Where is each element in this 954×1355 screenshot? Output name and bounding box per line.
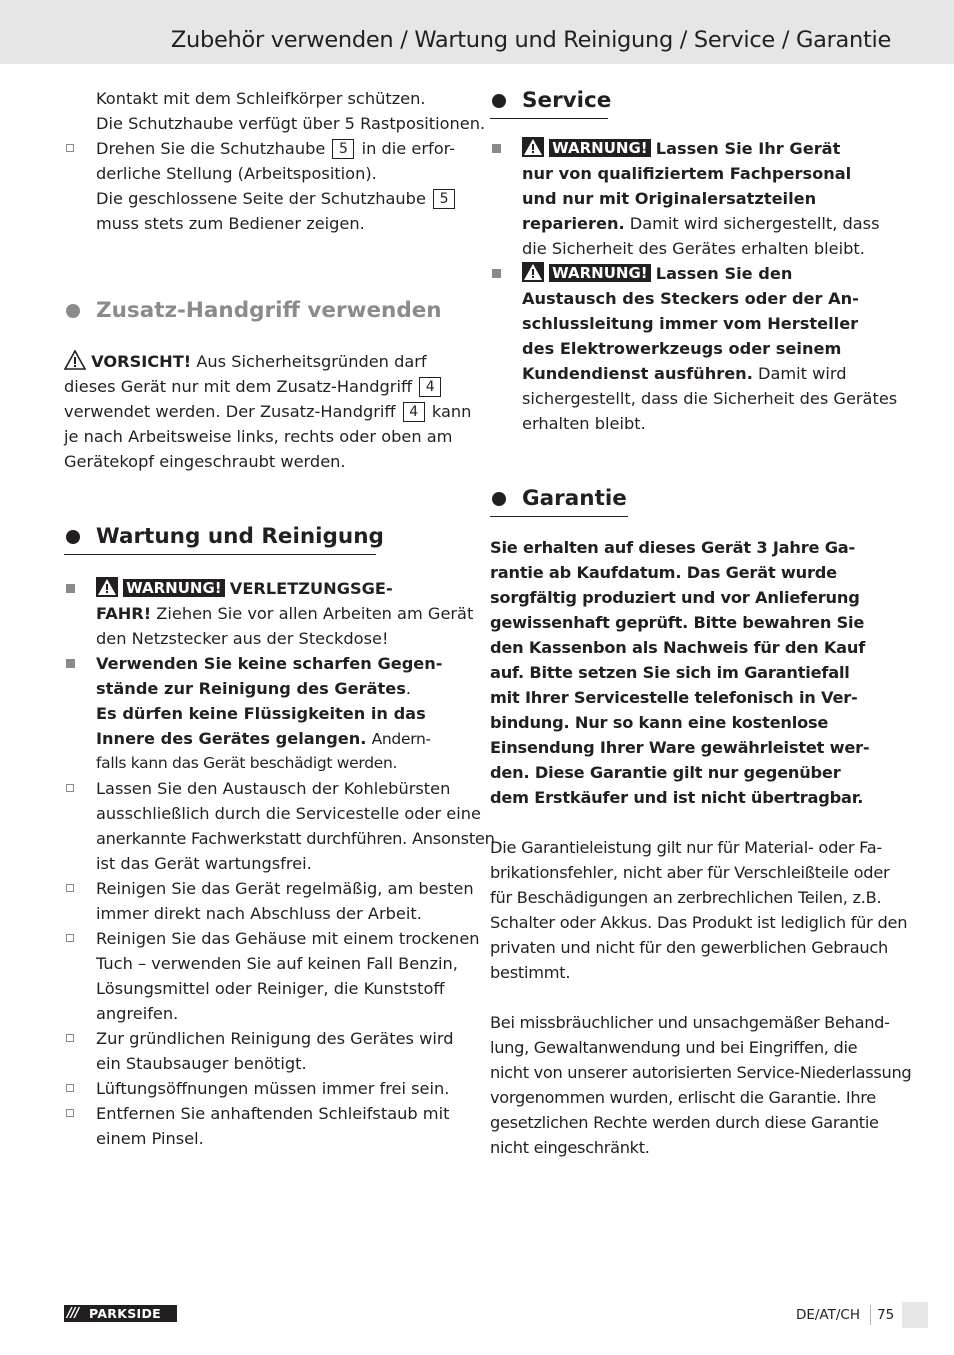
garantie-paragraph-2 xyxy=(490,835,908,985)
text-line: Die geschlossene Seite der Schutzhaube 5 xyxy=(64,186,464,211)
text-line: rantie ab Kaufdatum. Das Gerät wurde xyxy=(490,563,837,582)
text-line: auf. Bitte setzen Sie sich im Garantiefall xyxy=(490,663,850,682)
text-line: angreifen. xyxy=(96,1004,179,1023)
text-line: ausschließlich durch die Servicestelle oder eine xyxy=(96,804,481,823)
text-line: gewissenhaft geprüft. Bitte bewahren Sie xyxy=(490,613,865,632)
region-code: DE/AT/CH xyxy=(795,1307,860,1323)
warning-item: Verwenden Sie keine scharfen Gegen- xyxy=(64,651,464,676)
checkbox-bullet-icon xyxy=(66,144,74,152)
text-line: ein Staubsauger benötigt. xyxy=(96,1054,307,1073)
logo-text: PARKSIDE xyxy=(89,1306,161,1321)
text-line: muss stets zum Bediener zeigen. xyxy=(96,214,365,233)
bullet-dot-icon xyxy=(66,304,80,318)
warning-triangle-icon xyxy=(522,262,544,282)
text-line: mit Ihrer Servicestelle telefonisch in Ver- xyxy=(490,688,858,707)
section-heading-garantie: Garantie xyxy=(490,484,890,514)
text-line: für Beschädigungen an zerbrechlichen Teilen, z.B. xyxy=(490,888,882,907)
text-line: Einsendung Ihrer Ware gewährleistet wer- xyxy=(490,738,870,757)
text-line: dem Erstkäufer und ist nicht übertragbar. xyxy=(490,788,864,807)
text-line: derliche Stellung (Arbeitsposition). xyxy=(96,164,377,183)
list-item: Reinigen Sie das Gerät regelmäßig, am besten xyxy=(64,876,464,901)
garantie-bold-paragraph xyxy=(490,535,890,810)
part-reference: 5 xyxy=(433,189,455,209)
text-line: Kontakt mit dem Schleifkörper schützen. xyxy=(96,89,426,108)
garantie-paragraph-3 xyxy=(490,1010,912,1160)
section-heading-service: Service xyxy=(490,86,890,116)
text-line: falls kann das Gerät beschädigt werden. xyxy=(96,754,398,772)
text-line: erhalten bleibt. xyxy=(522,414,646,433)
text-line: brikationsfehler, nicht aber für Verschleißteile oder xyxy=(490,863,890,882)
text-line: sorgfältig produziert und vor Anlieferung xyxy=(490,588,860,607)
checkbox-bullet-icon xyxy=(66,1109,74,1117)
text-line: nicht eingeschränkt. xyxy=(490,1138,650,1157)
text-line: bestimmt. xyxy=(490,963,571,982)
checkbox-bullet-icon xyxy=(66,1084,74,1092)
text-line: reparieren. Damit wird sichergestellt, dass xyxy=(522,214,880,233)
warning-label: WARNUNG! xyxy=(549,139,650,157)
text-line: den Netzstecker aus der Steckdose! xyxy=(96,629,389,648)
left-column xyxy=(64,86,495,1151)
checkbox-bullet-icon xyxy=(66,884,74,892)
checkbox-bullet-icon xyxy=(66,784,74,792)
warning-item: WARNUNG! Lassen Sie Ihr Gerät xyxy=(490,136,890,161)
text-line: lung, Gewaltanwendung und bei Eingriffen, die xyxy=(490,1038,858,1057)
logo-slashes: /// xyxy=(67,1306,79,1321)
text-line: einem Pinsel. xyxy=(96,1129,204,1148)
parkside-logo xyxy=(64,1305,177,1322)
text-line: sichergestellt, dass die Sicherheit des Gerätes xyxy=(522,389,898,408)
bullet-dot-icon xyxy=(66,530,80,544)
text-line: Gerätekopf eingeschraubt werden. xyxy=(64,452,346,471)
bullet-dot-icon xyxy=(492,94,506,108)
footer-tab-marker xyxy=(902,1302,928,1328)
text-line: des Elektrowerkzeugs oder seinem xyxy=(522,339,842,358)
text-line: den Kassenbon als Nachweis für den Kauf xyxy=(490,638,866,657)
heading-underline xyxy=(490,516,628,517)
text-line: Lösungsmittel oder Reiniger, die Kunststoff xyxy=(96,979,445,998)
text-line: und nur mit Originalersatzteilen xyxy=(522,189,817,208)
square-bullet-icon xyxy=(66,659,75,668)
part-reference: 4 xyxy=(419,377,441,397)
part-reference: 5 xyxy=(332,139,354,159)
text-line: Schalter oder Akkus. Das Produkt ist lediglich für den xyxy=(490,913,908,932)
text-line: Innere des Gerätes gelangen. Andern- xyxy=(96,729,431,748)
text-line: stände zur Reinigung des Gerätes. xyxy=(96,679,412,698)
checkbox-bullet-icon xyxy=(66,1034,74,1042)
text-line: bindung. Nur so kann eine kostenlose xyxy=(490,713,829,732)
text-line: nur von qualifiziertem Fachpersonal xyxy=(522,164,852,183)
text-line: gesetzlichen Rechte werden durch diese Garantie xyxy=(490,1113,879,1132)
warning-item: WARNUNG! VERLETZUNGSGE- xyxy=(64,576,464,601)
text-line: nicht von unserer autorisierten Service-Niederlassung xyxy=(490,1063,912,1082)
list-item: Drehen Sie die Schutzhaube 5 in die erfor- xyxy=(64,136,464,161)
text-line: Kundendienst ausführen. Damit wird xyxy=(522,364,847,383)
list-item: Lüftungsöffnungen müssen immer frei sein. xyxy=(64,1076,464,1101)
list-item: Lassen Sie den Austausch der Kohlebürsten xyxy=(64,776,464,801)
warning-triangle-icon xyxy=(64,350,86,370)
checkbox-bullet-icon xyxy=(66,934,74,942)
text-line: verwendet werden. Der Zusatz-Handgriff 4 kann xyxy=(64,402,472,421)
list-item: Entfernen Sie anhaftenden Schleifstaub mit xyxy=(64,1101,464,1126)
warning-label: WARNUNG! xyxy=(123,579,224,597)
text-line: Es dürfen keine Flüssigkeiten in das xyxy=(96,704,426,723)
list-item: Zur gründlichen Reinigung des Gerätes wird xyxy=(64,1026,464,1051)
text-line: vorgenommen wurden, erlischt die Garantie. Ihre xyxy=(490,1088,876,1107)
text-line: Bei missbräuchlicher und unsachgemäßer Behand- xyxy=(490,1013,890,1032)
text-line: je nach Arbeitsweise links, rechts oder oben am xyxy=(64,427,453,446)
text-line: Austausch des Steckers oder der An- xyxy=(522,289,859,308)
section-heading-zusatz: Zusatz-Handgriff verwenden xyxy=(64,296,464,326)
section-heading-wartung: Wartung und Reinigung xyxy=(64,522,464,552)
right-column xyxy=(490,86,912,1160)
square-bullet-icon xyxy=(492,269,501,278)
text-line: anerkannte Fachwerkstatt durchführen. Ansonsten xyxy=(96,829,495,848)
warning-item: WARNUNG! Lassen Sie den xyxy=(490,261,890,286)
text-line: Sie erhalten auf dieses Gerät 3 Jahre Ga- xyxy=(490,538,856,557)
heading-underline xyxy=(490,118,608,119)
text-line: ist das Gerät wartungsfrei. xyxy=(96,854,312,873)
text-line: FAHR! Ziehen Sie vor allen Arbeiten am Gerät xyxy=(96,604,474,623)
text-line: dieses Gerät nur mit dem Zusatz-Handgriff 4 xyxy=(64,374,464,399)
text-line: Die Garantieleistung gilt nur für Material- oder Fa- xyxy=(490,838,882,857)
text-line: Die Schutzhaube verfügt über 5 Rastpositionen. xyxy=(96,114,486,133)
page-number: 75 xyxy=(877,1307,895,1323)
part-reference: 4 xyxy=(403,402,425,422)
text-line: Tuch – verwenden Sie auf keinen Fall Benzin, xyxy=(96,954,458,973)
square-bullet-icon xyxy=(492,144,501,153)
page-title: Zubehör verwenden / Wartung und Reinigung / Service / Garantie xyxy=(170,27,891,53)
text-line: die Sicherheit des Gerätes erhalten bleibt. xyxy=(522,239,865,258)
heading-underline xyxy=(64,554,376,555)
text-line: schlussleitung immer vom Hersteller xyxy=(522,314,859,333)
warning-label: WARNUNG! xyxy=(549,264,650,282)
warning-triangle-icon xyxy=(96,577,118,597)
footer-divider xyxy=(870,1305,871,1325)
square-bullet-icon xyxy=(66,584,75,593)
list-item: Reinigen Sie das Gehäuse mit einem trockenen xyxy=(64,926,464,951)
text-line: den. Diese Garantie gilt nur gegenüber xyxy=(490,763,841,782)
text-line: privaten und nicht für den gewerblichen Gebrauch xyxy=(490,938,889,957)
warning-triangle-icon xyxy=(522,137,544,157)
page-header xyxy=(0,0,954,64)
caution-line: VORSICHT! Aus Sicherheitsgründen darf xyxy=(64,349,464,374)
bullet-dot-icon xyxy=(492,492,506,506)
caution-label: VORSICHT! xyxy=(91,352,192,371)
text-line: immer direkt nach Abschluss der Arbeit. xyxy=(96,904,422,923)
